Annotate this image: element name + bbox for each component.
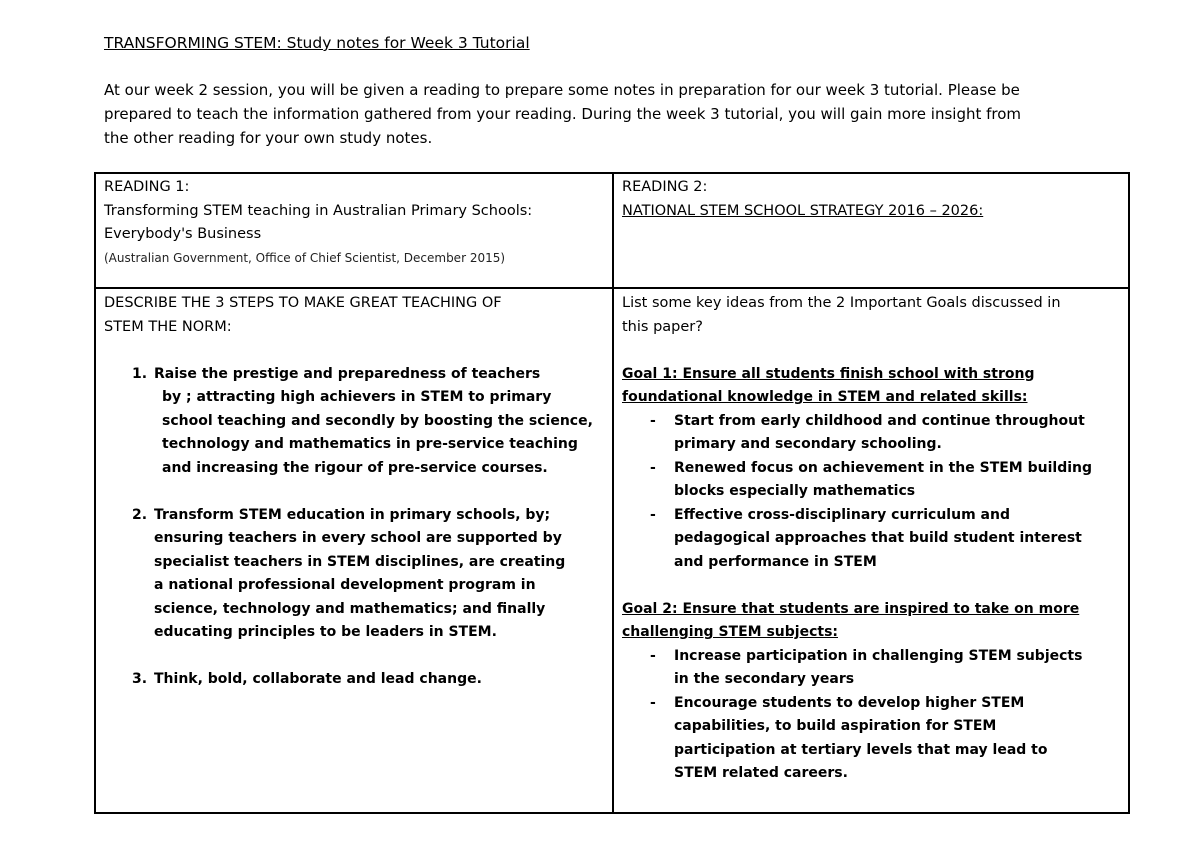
goal1-heading: Goal 1: Ensure all students finish school with strong (622, 365, 1035, 382)
step-item (104, 504, 593, 645)
steps-cell (104, 292, 593, 692)
left-question-line: STEM THE NORM: (104, 318, 232, 335)
step-line: school teaching and secondly by boosting the science, (162, 412, 593, 429)
table-row-divider (96, 287, 1128, 289)
goal1-bullet (622, 457, 1092, 504)
goal2-bullet (622, 645, 1092, 692)
step-line: technology and mathematics in pre-service teaching (162, 436, 578, 452)
step-number: 3. (132, 671, 148, 687)
goal1-bullet (622, 504, 1092, 575)
bullet-dash: - (650, 412, 656, 429)
bullet-line: blocks especially mathematics (674, 483, 916, 499)
step-item (104, 363, 593, 481)
reading1-cell (104, 176, 532, 270)
bullet-dash: - (650, 647, 656, 664)
reading1-title-line: Transforming STEM teaching in Australian Primary Schools: (104, 202, 533, 219)
bullet-line: Increase participation in challenging STEM subjects (674, 647, 1083, 664)
step-line: ensuring teachers in every school are supported by (154, 530, 562, 546)
bullet-line: and performance in STEM (674, 553, 877, 570)
right-question-line: List some key ideas from the 2 Important Goals discussed in (622, 295, 1061, 311)
reading1-label: READING 1: (104, 179, 190, 195)
right-question-line: this paper? (622, 318, 703, 335)
step-item (104, 668, 593, 692)
step-line: and increasing the rigour of pre-service courses. (162, 459, 548, 476)
goal2-bullet (622, 692, 1092, 786)
goal2-heading: Goal 2: Ensure that students are inspired to take on more (622, 600, 1080, 617)
intro-line: prepared to teach the information gathered from your reading. During the week 3 tutorial, you will gain more insight from (104, 105, 1022, 123)
goals-cell (622, 292, 1092, 786)
goal1-heading: foundational knowledge in STEM and related skills: (622, 389, 1028, 405)
left-question-line: DESCRIBE THE 3 STEPS TO MAKE GREAT TEACHING OF (104, 295, 502, 311)
reading2-title: NATIONAL STEM SCHOOL STRATEGY 2016 – 2026: (622, 202, 984, 219)
step-number: 2. (132, 506, 148, 523)
bullet-line: STEM related careers. (674, 765, 848, 781)
step-line: science, technology and mathematics; and finally (154, 600, 546, 617)
goal1-bullet (622, 410, 1092, 457)
bullet-line: capabilities, to build aspiration for STEM (674, 718, 997, 734)
step-line: a national professional development program in (154, 577, 536, 593)
bullet-line: in the secondary years (674, 671, 855, 687)
intro-paragraph (104, 78, 1104, 150)
reading1-source: (Australian Government, Office of Chief Scientist, December 2015) (104, 250, 506, 265)
intro-line: the other reading for your own study notes. (104, 129, 433, 147)
reading1-title-line: Everybody's Business (104, 226, 262, 242)
table-column-divider (612, 174, 614, 812)
bullet-line: Encourage students to develop higher STEM (674, 694, 1025, 711)
bullet-line: primary and secondary schooling. (674, 436, 942, 452)
step-line: Raise the prestige and preparedness of teachers (154, 365, 541, 382)
step-line: Transform STEM education in primary schools, by; (154, 506, 551, 523)
reading2-cell (622, 176, 983, 223)
step-line: by ; attracting high achievers in STEM to primary (162, 389, 552, 405)
step-line: educating principles to be leaders in STEM. (154, 624, 497, 640)
bullet-line: Start from early childhood and continue throughout (674, 412, 1085, 429)
intro-line: At our week 2 session, you will be given a reading to prepare some notes in preparation for our week 3 tutorial. Please be (104, 81, 1020, 99)
bullet-dash: - (650, 506, 656, 523)
readings-table (94, 172, 1130, 814)
step-line: specialist teachers in STEM disciplines, are creating (154, 553, 566, 570)
step-line: Think, bold, collaborate and lead change. (154, 671, 482, 687)
bullet-dash: - (650, 459, 656, 476)
bullet-line: pedagogical approaches that build student interest (674, 530, 1082, 546)
goal2-heading: challenging STEM subjects: (622, 624, 838, 640)
reading2-label: READING 2: (622, 179, 708, 195)
bullet-line: Renewed focus on achievement in the STEM building (674, 459, 1093, 476)
document-title: TRANSFORMING STEM: Study notes for Week 3 Tutorial (104, 34, 530, 52)
bullet-line: participation at tertiary levels that may lead to (674, 741, 1048, 758)
bullet-line: Effective cross-disciplinary curriculum and (674, 506, 1010, 523)
bullet-dash: - (650, 694, 656, 711)
step-number: 1. (132, 365, 148, 382)
